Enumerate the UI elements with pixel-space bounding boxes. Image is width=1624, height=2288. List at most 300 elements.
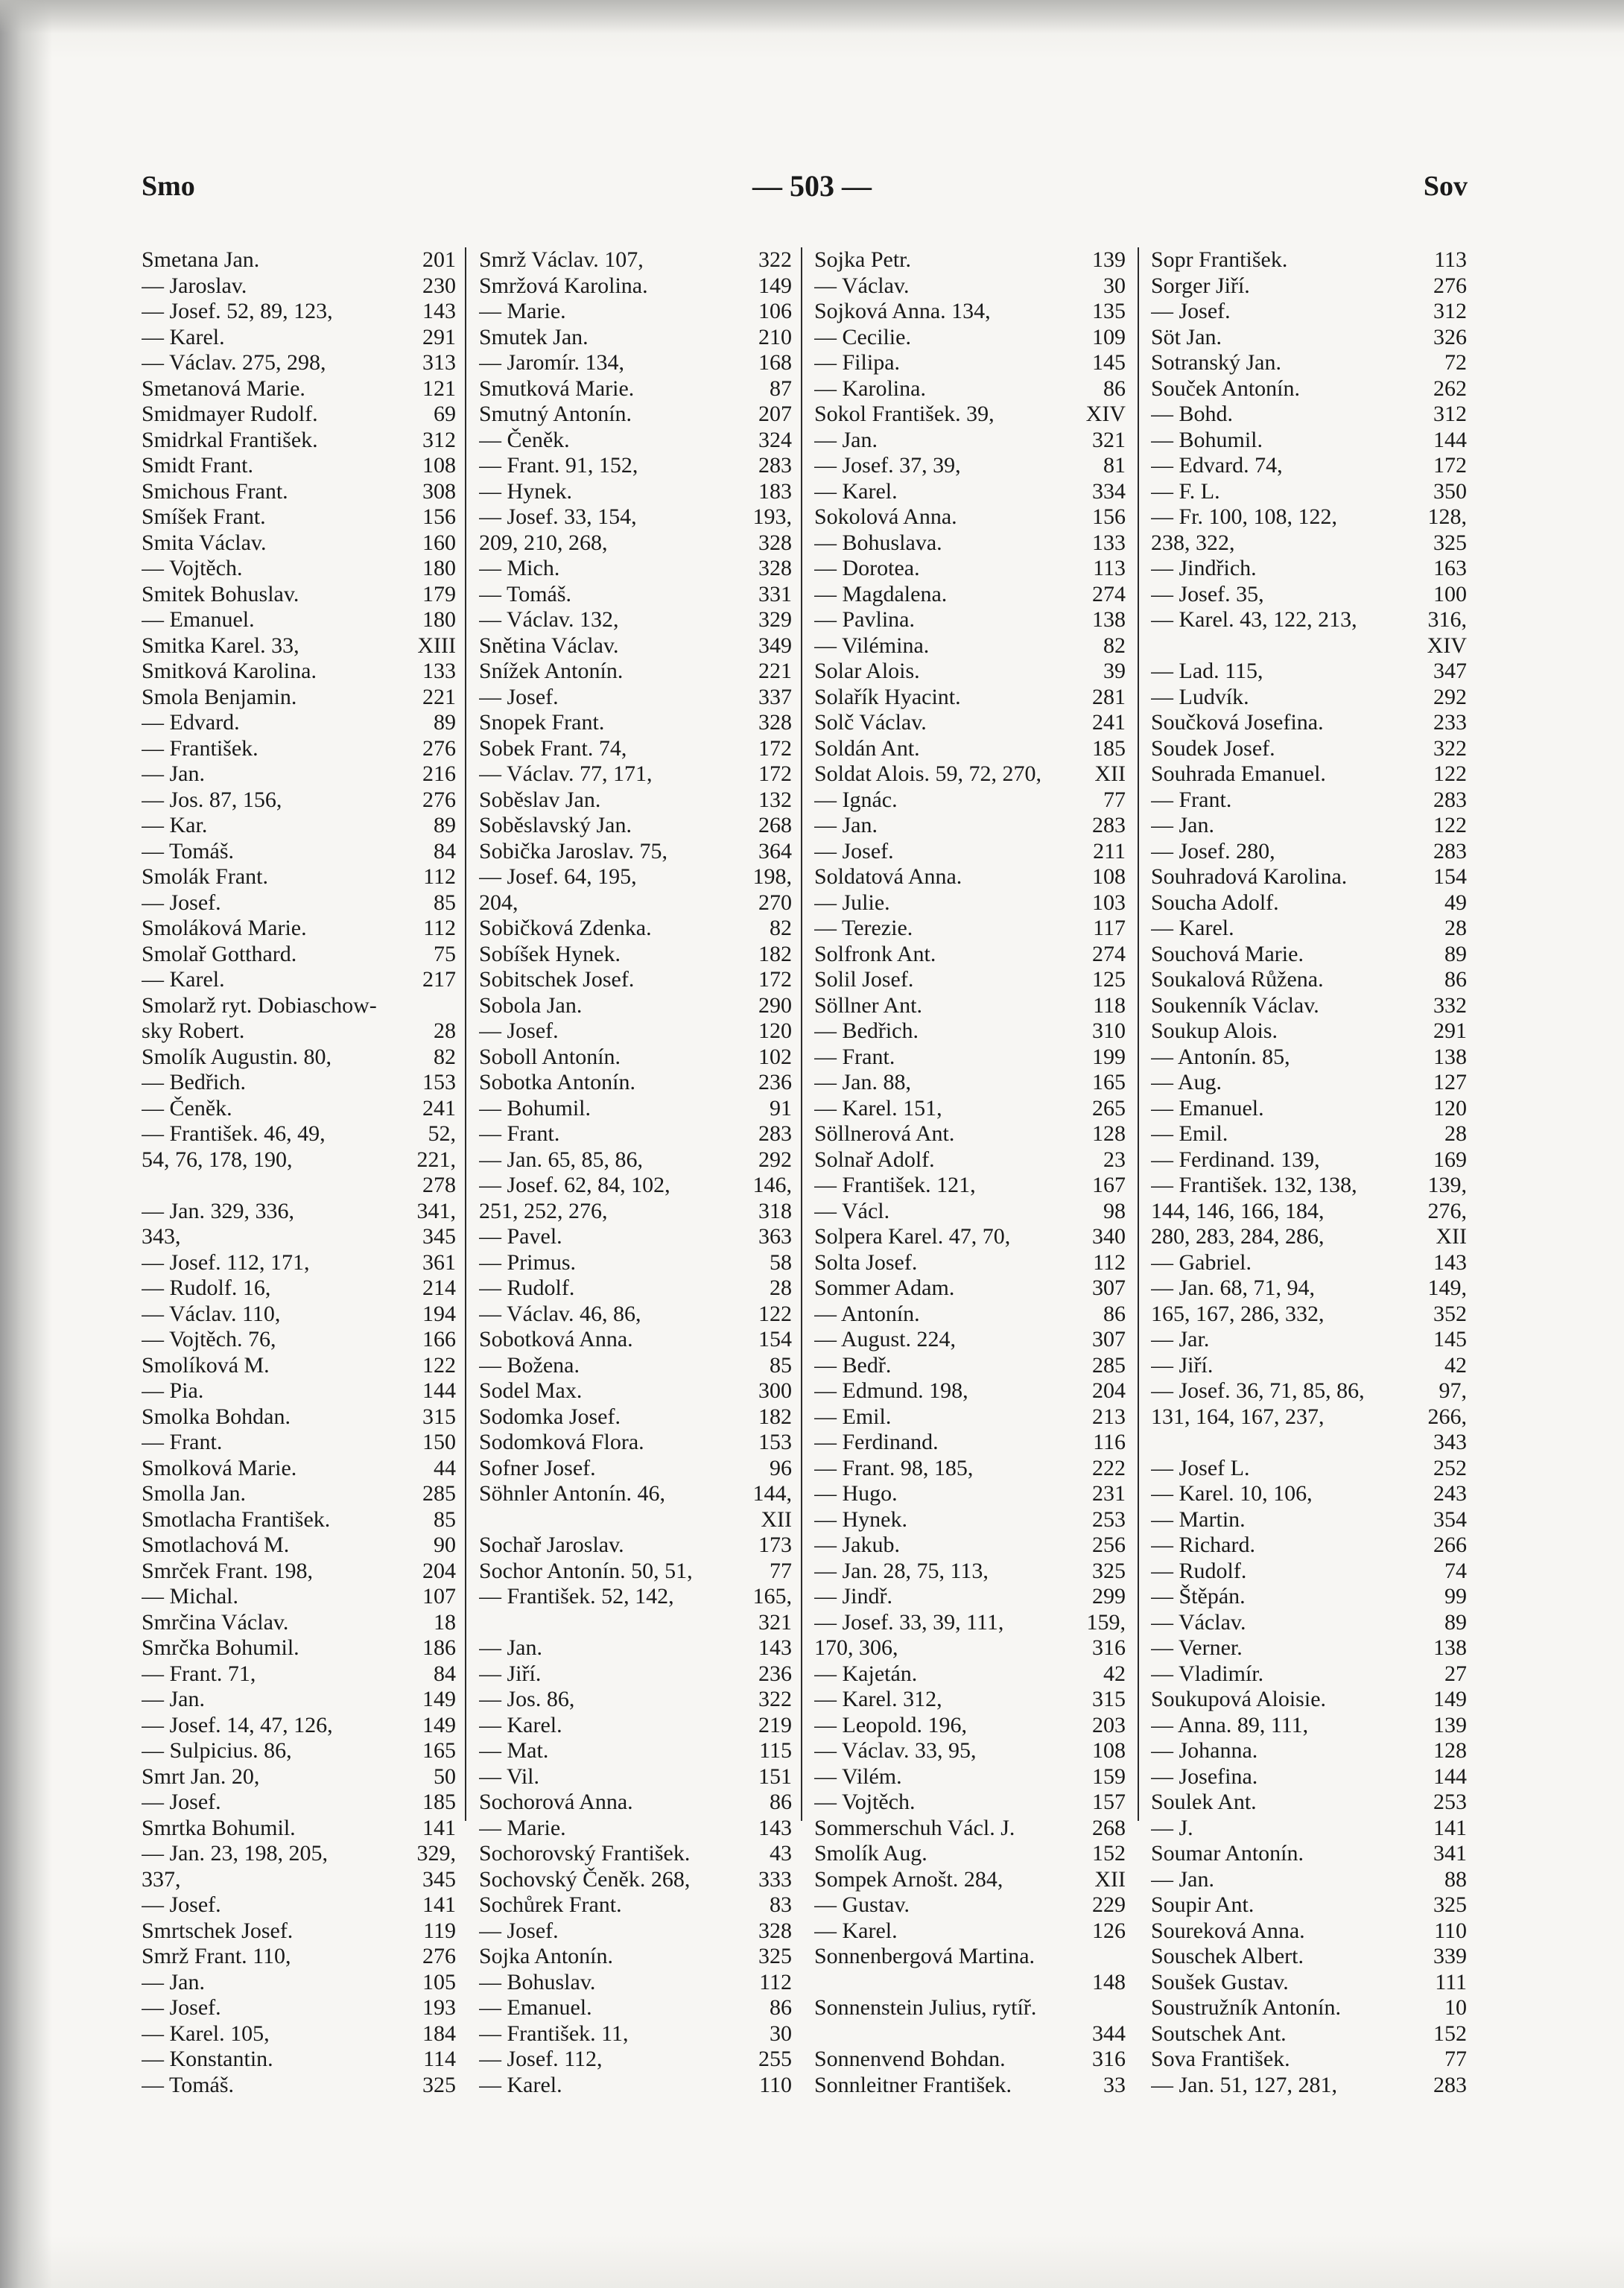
index-entry — [142, 1096, 456, 1122]
index-entry — [142, 350, 456, 376]
index-entry — [814, 839, 1126, 865]
entry-name: Soušek Gustav. — [1151, 1969, 1289, 1994]
entry-pages: 241 — [422, 1095, 456, 1121]
index-entry — [142, 1738, 456, 1764]
entry-pages: 163 — [1433, 556, 1467, 580]
index-entry — [479, 273, 792, 300]
entry-pages: 217 — [422, 967, 456, 992]
index-entry — [814, 1404, 1126, 1430]
index-entry — [479, 582, 792, 608]
entry-name: — Josef. — [142, 1892, 221, 1917]
entry-pages: 128 — [1433, 1738, 1467, 1763]
entry-name: — Jan. — [142, 1969, 205, 1994]
entry-name: 251, 252, 276, — [479, 1198, 608, 1223]
index-entry — [479, 864, 792, 890]
entry-pages: 276 — [422, 787, 456, 812]
entry-name: Soureková Anna. — [1151, 1918, 1305, 1943]
entry-name: Smrčina Václav. — [142, 1609, 289, 1635]
index-entry — [479, 736, 792, 762]
entry-name: Smutek Jan. — [479, 324, 589, 349]
entry-name: Sobek Frant. 74, — [479, 735, 627, 761]
entry-name: — Terezie. — [814, 916, 913, 940]
entry-pages: 109 — [1092, 324, 1126, 349]
index-entry — [814, 1096, 1126, 1122]
entry-pages: 143 — [758, 1815, 792, 1840]
index-entry — [479, 530, 792, 557]
index-entry — [1151, 2021, 1467, 2047]
entry-name: Solar Alois. — [814, 659, 920, 683]
entry-name: Sova František. — [1151, 2047, 1290, 2071]
entry-pages: 283 — [1433, 838, 1467, 863]
index-entry — [479, 1173, 792, 1199]
index-entry — [142, 1275, 456, 1302]
entry-pages: 276 — [1433, 273, 1467, 298]
entry-pages: 283 — [1433, 787, 1467, 812]
entry-name: Söllnerová Ant. — [814, 1121, 955, 1146]
entry-name: Sorger Jiří. — [1151, 273, 1250, 298]
entry-name: Souchová Marie. — [1151, 941, 1304, 966]
entry-name: Smolla Jan. — [142, 1481, 246, 1506]
index-entry — [142, 376, 456, 402]
entry-name: — Richard. — [1151, 1533, 1255, 1557]
index-entry — [814, 1635, 1126, 1661]
entry-pages: 201 — [422, 247, 456, 272]
entry-name: Solařík Hyacint. — [814, 684, 961, 709]
entry-pages: 108 — [1092, 1738, 1126, 1763]
index-entry — [1151, 1867, 1467, 1893]
entry-name: — Vilém. — [814, 1763, 902, 1789]
index-entry — [814, 325, 1126, 351]
entry-pages: 138 — [1433, 1635, 1467, 1660]
index-entry — [1151, 890, 1467, 916]
entry-name: — Bedř. — [814, 1352, 892, 1378]
entry-pages: 350 — [1433, 478, 1467, 504]
entry-name: Sobitschek Josef. — [479, 967, 635, 992]
index-entry — [479, 247, 792, 273]
entry-pages: 283 — [758, 1121, 792, 1146]
index-entry — [142, 1584, 456, 1610]
entry-name: — Jan. — [1151, 813, 1214, 837]
index-entry — [142, 633, 456, 659]
index-entry — [142, 1790, 456, 1816]
entry-pages: 291 — [1433, 1018, 1467, 1043]
index-entry — [142, 453, 456, 479]
index-entry — [142, 2047, 456, 2073]
entry-name: — Jan. — [479, 1635, 542, 1660]
running-head-left: Smo — [142, 171, 195, 202]
index-entry — [1151, 1275, 1467, 1302]
entry-pages: 316 — [1092, 1635, 1126, 1660]
entry-pages: 77 — [770, 1558, 792, 1583]
entry-name: — Kajetán. — [814, 1661, 918, 1686]
entry-name: Smolarž ryt. Dobiaschow- — [142, 992, 377, 1018]
entry-pages: 141 — [1433, 1815, 1467, 1840]
entry-pages: 89 — [1444, 1609, 1467, 1635]
index-column-1 — [142, 247, 456, 2098]
index-entry — [479, 1944, 792, 1970]
index-entry — [814, 247, 1126, 273]
entry-pages: 316 — [1092, 2047, 1126, 2071]
index-entry — [479, 1970, 792, 1996]
index-entry — [142, 1224, 456, 1250]
entry-name: Smrtka Bohumil. — [142, 1815, 296, 1840]
entry-pages: 322 — [758, 247, 792, 272]
index-entry — [814, 993, 1126, 1019]
entry-pages: 349 — [758, 633, 792, 658]
entry-name: — Josef. — [479, 1018, 559, 1043]
index-entry — [479, 1507, 792, 1533]
entry-pages: XII — [1436, 1224, 1467, 1249]
entry-pages: 139 — [1433, 1712, 1467, 1737]
entry-name: — Václav. 33, 95, — [814, 1738, 977, 1763]
entry-name: — Vojtěch. — [142, 556, 243, 580]
index-entry — [142, 890, 456, 916]
index-entry — [814, 1867, 1126, 1893]
entry-pages: 322 — [1433, 735, 1467, 761]
entry-pages: 325 — [1433, 1892, 1467, 1917]
entry-name: — Karolina. — [814, 375, 926, 401]
entry-name: — Pia. — [142, 1378, 204, 1403]
index-entry — [814, 1199, 1126, 1225]
index-entry — [1151, 1584, 1467, 1610]
entry-name: Sochorová Anna. — [479, 1790, 633, 1814]
entry-pages: 322 — [758, 1687, 792, 1711]
entry-pages: 310 — [1092, 1018, 1126, 1043]
index-entry — [142, 1481, 456, 1507]
entry-pages: 85 — [434, 890, 456, 915]
entry-name: Smolková Marie. — [142, 1455, 297, 1480]
entry-name: — Gabriel. — [1151, 1249, 1252, 1275]
index-entry — [814, 376, 1126, 402]
index-entry — [479, 1841, 792, 1867]
entry-pages: 84 — [434, 1661, 456, 1686]
index-entry — [814, 1764, 1126, 1790]
index-entry — [814, 2073, 1126, 2099]
index-entry — [814, 1327, 1126, 1353]
entry-name: — J. — [1151, 1815, 1193, 1840]
index-entry — [1151, 504, 1467, 530]
entry-pages: 165 — [422, 1738, 456, 1763]
entry-name: — Karel. 43, 122, 213, — [1151, 607, 1357, 632]
entry-pages: 150 — [422, 1430, 456, 1454]
column-rule — [465, 247, 466, 1821]
entry-pages: 149 — [422, 1712, 456, 1737]
index-entry — [1151, 325, 1467, 351]
entry-name: — Josef. 64, 195, — [479, 864, 637, 889]
index-entry — [814, 1687, 1126, 1713]
index-entry — [479, 1045, 792, 1071]
index-entry — [479, 1661, 792, 1688]
entry-name: — Mat. — [479, 1738, 549, 1763]
entry-pages: 313 — [422, 350, 456, 375]
index-entry — [142, 1764, 456, 1790]
entry-name: — Karel. 151, — [814, 1095, 942, 1121]
index-entry — [479, 788, 792, 814]
entry-name: — Jan. 23, 198, 205, — [142, 1841, 328, 1866]
entry-pages: 148 — [1092, 1969, 1126, 1994]
index-entry — [814, 2021, 1126, 2047]
entry-pages: 312 — [1433, 402, 1467, 426]
entry-name: Sobíšek Hynek. — [479, 941, 621, 966]
entry-name: — Josef. 36, 71, 85, 86, — [1151, 1378, 1365, 1403]
index-entry — [814, 659, 1126, 685]
entry-pages: 172 — [758, 761, 792, 786]
entry-name: Sodomka Josef. — [479, 1404, 621, 1429]
index-entry — [479, 1738, 792, 1764]
entry-pages: 316, — [1427, 607, 1467, 632]
entry-name: — Aug. — [1151, 1070, 1222, 1094]
entry-pages: 10 — [1444, 1995, 1467, 2020]
index-entry — [142, 761, 456, 788]
index-entry — [479, 402, 792, 428]
entry-name: Sodomková Flora. — [479, 1430, 644, 1454]
index-entry — [479, 607, 792, 633]
index-entry — [1151, 993, 1467, 1019]
entry-name: — Josef. — [1151, 299, 1231, 323]
entry-name: Soldatová Anna. — [814, 864, 962, 889]
index-entry — [1151, 1816, 1467, 1842]
entry-pages: 42 — [1103, 1661, 1126, 1686]
index-entry — [142, 1430, 456, 1456]
entry-name: 280, 283, 284, 286, — [1151, 1224, 1325, 1249]
entry-name: Sopr František. — [1151, 247, 1288, 272]
index-entry — [142, 967, 456, 993]
entry-name: Solč Václav. — [814, 710, 927, 735]
entry-pages: 153 — [758, 1430, 792, 1454]
entry-name: — Jan. — [142, 761, 205, 786]
entry-name: — Karel. 312, — [814, 1687, 942, 1711]
index-entry — [142, 1867, 456, 1893]
index-entry — [479, 1816, 792, 1842]
entry-name: 204, — [479, 890, 518, 915]
entry-name: — Verner. — [1151, 1635, 1243, 1660]
entry-pages: 152 — [1092, 1841, 1126, 1866]
entry-pages: 211 — [1093, 838, 1126, 863]
entry-name: — Edvard. 74, — [1151, 453, 1283, 478]
entry-pages: 117 — [1093, 916, 1126, 940]
index-entry — [142, 1147, 456, 1173]
entry-pages: 194 — [422, 1301, 456, 1326]
index-entry — [479, 1224, 792, 1250]
index-entry — [1151, 607, 1467, 633]
index-entry — [1151, 1456, 1467, 1482]
entry-name: Sochař Jaroslav. — [479, 1533, 624, 1557]
entry-pages: 229 — [1092, 1892, 1126, 1917]
index-entry — [479, 1687, 792, 1713]
entry-name: Soulek Ant. — [1151, 1790, 1257, 1814]
entry-name: Souhrada Emanuel. — [1151, 761, 1326, 786]
entry-name: Sonnleitner František. — [814, 2072, 1012, 2097]
entry-pages: 159 — [1092, 1763, 1126, 1789]
index-entry — [814, 582, 1126, 608]
index-entry — [814, 890, 1126, 916]
entry-name: — Jan. 65, 85, 86, — [479, 1147, 643, 1172]
index-entry — [1151, 788, 1467, 814]
index-entry — [142, 942, 456, 968]
entry-pages: XII — [1094, 1866, 1126, 1892]
index-entry — [1151, 659, 1467, 685]
entry-pages: 113 — [1093, 556, 1126, 580]
entry-name: — Emanuel. — [479, 1995, 592, 2020]
entry-name: Smetana Jan. — [142, 247, 260, 272]
entry-name: Smrž Frant. 110, — [142, 1944, 291, 1968]
entry-name: — Jaromír. 134, — [479, 350, 624, 375]
entry-pages: 110 — [759, 2072, 792, 2097]
entry-name: — Cecilie. — [814, 324, 911, 349]
index-entry — [142, 325, 456, 351]
index-entry — [479, 1275, 792, 1302]
index-entry — [479, 2047, 792, 2073]
entry-name: Sochovský Čeněk. 268, — [479, 1866, 691, 1892]
entry-name: 170, 306, — [814, 1635, 898, 1660]
index-entry — [1151, 582, 1467, 608]
entry-name: Smitková Karolina. — [142, 659, 317, 683]
entry-pages: 143 — [422, 299, 456, 323]
entry-name: — Emil. — [1151, 1121, 1228, 1146]
index-entry — [479, 453, 792, 479]
entry-name: Smola Benjamin. — [142, 684, 297, 709]
index-entry — [142, 1121, 456, 1147]
entry-name: — Josef. — [142, 1995, 221, 2020]
entry-name: — Magdalena. — [814, 581, 948, 606]
entry-pages: 345 — [422, 1224, 456, 1249]
index-entry — [479, 1481, 792, 1507]
entry-name: 337, — [142, 1866, 181, 1892]
entry-pages: 179 — [422, 581, 456, 606]
entry-name: — Frant. 98, 185, — [814, 1455, 974, 1480]
entry-pages: 321 — [758, 1609, 792, 1635]
entry-name: Smolík Augustin. 80, — [142, 1044, 332, 1069]
index-entry — [142, 1635, 456, 1661]
entry-name: — Josef. 33, 154, — [479, 504, 637, 529]
index-entry — [814, 1147, 1126, 1173]
index-entry — [142, 1507, 456, 1533]
index-entry — [142, 2021, 456, 2047]
entry-name: — Pavlina. — [814, 607, 915, 632]
entry-name: Soukupová Aloisie. — [1151, 1687, 1327, 1711]
entry-name: Soudek Josef. — [1151, 735, 1275, 761]
index-entry — [1151, 1224, 1467, 1250]
entry-name: — Gustav. — [814, 1892, 910, 1917]
entry-pages: 77 — [1103, 787, 1126, 812]
entry-pages: 199 — [1092, 1044, 1126, 1069]
entry-pages: 243 — [1433, 1481, 1467, 1506]
entry-name: — Josef. 14, 47, 126, — [142, 1712, 333, 1737]
index-entry — [1151, 1661, 1467, 1688]
entry-pages: 270 — [758, 890, 792, 915]
entry-pages: 149 — [758, 273, 792, 298]
index-entry — [814, 1892, 1126, 1918]
entry-name: — Ignác. — [814, 787, 898, 812]
index-entry — [814, 1816, 1126, 1842]
entry-name: Smrčka Bohumil. — [142, 1635, 299, 1660]
index-entry — [479, 2073, 792, 2099]
index-entry — [1151, 479, 1467, 505]
entry-name: Smoláková Marie. — [142, 916, 307, 940]
index-entry — [814, 1430, 1126, 1456]
entry-name: — Anna. 89, 111, — [1151, 1712, 1309, 1737]
index-entry — [814, 1584, 1126, 1610]
entry-pages: 28 — [1444, 916, 1467, 940]
entry-pages: XIV — [1427, 633, 1467, 658]
index-entry — [479, 1070, 792, 1096]
entry-pages: 144 — [422, 1378, 456, 1403]
entry-pages: 265 — [1092, 1095, 1126, 1121]
entry-pages: 341, — [416, 1198, 456, 1223]
entry-name: — Bohuslava. — [814, 530, 942, 555]
entry-name: Soutschek Ant. — [1151, 2021, 1287, 2046]
entry-pages: 203 — [1092, 1712, 1126, 1737]
entry-name: — Bedřich. — [142, 1070, 246, 1094]
entry-pages: 172 — [758, 967, 792, 992]
entry-name: — Čeněk. — [142, 1095, 232, 1121]
entry-name: Solil Josef. — [814, 967, 914, 992]
entry-pages: 89 — [1444, 941, 1467, 966]
index-entry — [142, 1841, 456, 1867]
entry-pages: 219 — [758, 1712, 792, 1737]
entry-name: — Lad. 115, — [1151, 659, 1263, 683]
entry-pages: 354 — [1433, 1506, 1467, 1532]
entry-pages: 151 — [758, 1763, 792, 1789]
entry-name: Sochor Antonín. 50, 51, — [479, 1558, 693, 1583]
index-entry — [479, 1378, 792, 1404]
entry-pages: 118 — [1093, 992, 1126, 1018]
entry-name: Sochorovský František. — [479, 1841, 691, 1866]
entry-pages: 159, — [1086, 1609, 1126, 1635]
entry-name: Smolař Gotthard. — [142, 941, 297, 966]
entry-name: Souhradová Karolina. — [1151, 864, 1348, 889]
entry-pages: 149 — [422, 1687, 456, 1711]
entry-name: — Josef. 62, 84, 102, — [479, 1173, 670, 1197]
entry-name: — Bohuslav. — [479, 1969, 596, 1994]
entry-pages: 331 — [758, 581, 792, 606]
entry-pages: 143 — [1433, 1249, 1467, 1275]
index-entry — [1151, 1995, 1467, 2021]
entry-name: Solnař Adolf. — [814, 1147, 935, 1172]
entry-name: Soukup Alois. — [1151, 1018, 1278, 1043]
entry-pages: 172 — [758, 735, 792, 761]
entry-pages: 144, — [752, 1481, 792, 1506]
index-entry — [814, 1970, 1126, 1996]
index-entry — [814, 761, 1126, 788]
entry-pages: 193 — [422, 1995, 456, 2020]
entry-name: — František. 121, — [814, 1173, 976, 1197]
index-entry — [142, 864, 456, 890]
entry-name: — Božena. — [479, 1352, 580, 1378]
entry-pages: 332 — [1433, 992, 1467, 1018]
entry-pages: 149 — [1433, 1687, 1467, 1711]
index-entry — [814, 1045, 1126, 1071]
entry-pages: 344 — [1092, 2021, 1126, 2046]
entry-name: — Bedřich. — [814, 1018, 919, 1043]
index-entry — [479, 1199, 792, 1225]
entry-name: — František. 52, 142, — [479, 1584, 674, 1609]
index-entry — [142, 710, 456, 736]
entry-name: — Karel. — [814, 478, 898, 504]
entry-name: — Edvard. — [142, 710, 240, 735]
index-entry — [1151, 1713, 1467, 1739]
index-entry — [479, 710, 792, 736]
entry-pages: 143 — [758, 1635, 792, 1660]
entry-pages: 81 — [1103, 453, 1126, 478]
entry-pages: 325 — [758, 1944, 792, 1968]
index-entry — [142, 428, 456, 454]
index-entry — [479, 1995, 792, 2021]
entry-pages: 122 — [758, 1301, 792, 1326]
index-entry — [814, 1661, 1126, 1688]
entry-name: Soustružník Antonín. — [1151, 1995, 1342, 2020]
entry-name: — Josef. — [142, 1790, 221, 1814]
